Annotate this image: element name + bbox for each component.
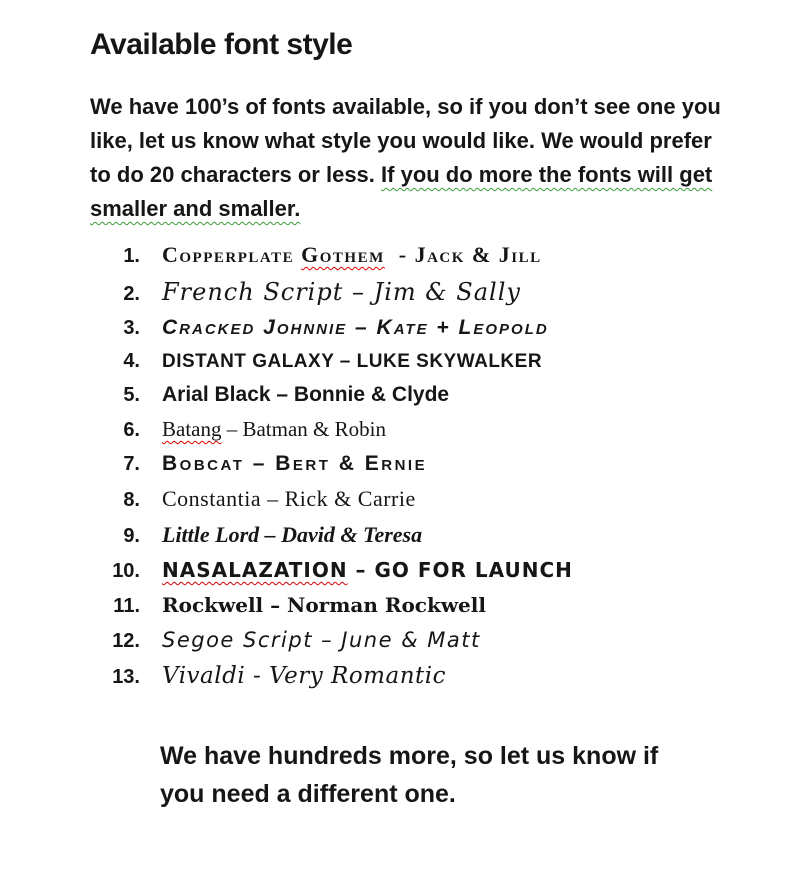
font-sample-segment: DISTANT GALAXY – LUKE SKYWALKER [162, 351, 543, 372]
outro-paragraph [160, 737, 753, 813]
font-sample-segment: Bobcat – Bert & Ernie [162, 452, 428, 475]
font-sample-segment: - Jack & Jill [384, 242, 542, 267]
font-list-number: 2. [123, 283, 140, 305]
font-sample-segment: – Batman & Robin [221, 417, 386, 441]
font-sample-segment: French Script – Jim & Sally [162, 278, 521, 306]
font-list [90, 242, 753, 689]
font-sample-text [162, 628, 481, 652]
spellcheck-underlined-text: NASALAZATION [162, 558, 348, 582]
font-list-item-4 [90, 350, 753, 373]
font-list-item-13 [90, 663, 753, 689]
grammar-underlined-text: If you do more the fonts will get [381, 162, 713, 187]
font-list-item-10 [90, 558, 753, 583]
font-sample-segment: Vivaldi - Very Romantic [162, 663, 446, 689]
font-list-number: 3. [123, 317, 140, 339]
font-list-number: 5. [123, 384, 140, 406]
font-sample-text [162, 522, 422, 548]
page-title: Available font style [90, 28, 353, 61]
intro-line-3: to do 20 characters or less. [90, 162, 382, 187]
font-sample-segment: Arial Black – Bonnie & Clyde [162, 383, 450, 406]
font-sample-segment: Segoe Script – June & Matt [162, 628, 481, 652]
font-list-number: 12. [112, 630, 140, 652]
font-sample-text [162, 242, 542, 268]
outro-line-2: you need a different one. [160, 780, 456, 808]
font-list-item-3 [90, 316, 753, 340]
font-sample-segment: – GO FOR LAUNCH [347, 558, 573, 582]
font-sample-text [162, 593, 486, 617]
font-list-item-11 [90, 593, 753, 618]
font-list-item-5 [90, 383, 753, 407]
spellcheck-underlined-text: Batang [162, 417, 222, 441]
font-list-number: 6. [123, 419, 140, 441]
intro-line-1: We have 100’s of fonts available, so if you don’t see one you [90, 94, 721, 119]
font-list-item-12 [90, 628, 753, 653]
intro-line-2: like, let us know what style you would like. We would prefer [90, 128, 712, 153]
font-sample-text [162, 417, 386, 442]
font-sample-text [162, 558, 573, 582]
font-list-item-9 [90, 522, 753, 548]
font-list-number: 13. [112, 666, 140, 688]
font-sample-segment: Rockwell – Norman Rockwell [162, 593, 486, 617]
font-list-number: 10. [112, 560, 140, 582]
font-sample-text [162, 663, 446, 689]
font-sample-text [162, 351, 542, 373]
font-sample-text [162, 452, 427, 476]
font-list-number: 11. [113, 595, 140, 617]
font-sample-text [162, 316, 549, 340]
font-sample-text [162, 486, 416, 512]
font-list-number: 8. [123, 489, 140, 511]
intro-paragraph [90, 90, 753, 226]
font-list-item-7 [90, 452, 753, 476]
font-sample-text [162, 278, 521, 306]
spellcheck-underlined-text: Gothem [301, 242, 385, 267]
font-list-item-6 [90, 417, 753, 442]
font-list-number: 1. [123, 245, 140, 267]
font-sample-segment: Copperplate [162, 242, 302, 267]
font-list-number: 9. [123, 525, 140, 547]
font-list-number: 4. [123, 350, 140, 372]
font-sample-text [162, 383, 449, 407]
grammar-underlined-text: smaller and smaller. [90, 196, 301, 221]
font-list-item-8 [90, 486, 753, 512]
font-list-item-2 [90, 278, 753, 306]
font-list-number: 7. [123, 453, 140, 475]
font-list-item-1 [90, 242, 753, 268]
font-sample-segment: Little Lord – David & Teresa [162, 522, 423, 547]
font-sample-segment: Cracked Johnnie – Kate + Leopold [162, 316, 549, 339]
outro-line-1: We have hundreds more, so let us know if [160, 742, 659, 770]
font-sample-segment: Constantia – Rick & Carrie [162, 486, 416, 511]
